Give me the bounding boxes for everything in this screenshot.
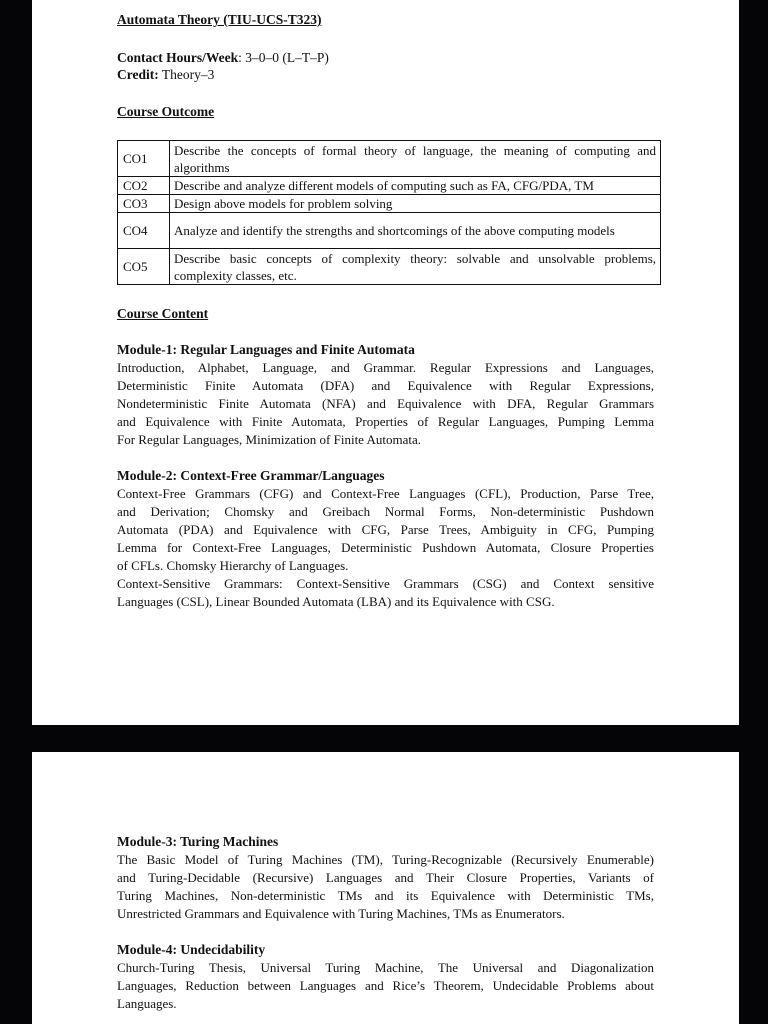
outcome-code: CO4 xyxy=(118,213,170,249)
course-outcome-heading: Course Outcome xyxy=(117,104,215,119)
module-description xyxy=(117,959,654,1013)
course-outcome-table xyxy=(117,140,661,285)
text-line: Nondeterministic Finite Automata (NFA) and Equivalence with DFA, Regular Grammars xyxy=(117,396,654,411)
table-row xyxy=(118,177,661,195)
text-line: and Derivation; Chomsky and Greibach Normal Forms, Non-deterministic Pushdown xyxy=(117,504,654,519)
text-line: Languages. xyxy=(117,996,177,1011)
text-line: For Regular Languages, Minimization of Finite Automata. xyxy=(117,432,422,447)
outcome-code: CO5 xyxy=(118,249,170,285)
module-title: Module-4: Undecidability xyxy=(117,942,266,957)
text-line: of CFLs. Chomsky Hierarchy of Languages. xyxy=(117,558,349,573)
outcome-description: Design above models for problem solving xyxy=(170,195,661,213)
text-line: Languages (CSL), Linear Bounded Automata (LBA) and its Equivalence with CSG. xyxy=(117,594,555,609)
text-line: Context-Sensitive Grammars: Context-Sensitive Grammars (CSG) and Context sensitive xyxy=(117,576,654,591)
module-title: Module-3: Turing Machines xyxy=(117,834,279,849)
contact-hours xyxy=(117,49,329,66)
text-line: and Equivalence with Finite Automata, Properties of Regular Languages, Pumping Lemma xyxy=(117,414,654,429)
table-row xyxy=(118,195,661,213)
text-line: Automata (PDA) and Equivalence with CFG, Parse Trees, Ambiguity in CFG, Pumping xyxy=(117,522,654,537)
text-line: Lemma for Context-Free Languages, Deterministic Pushdown Automata, Closure Properties xyxy=(117,540,654,555)
credit-label: Credit: xyxy=(117,67,159,82)
module-description xyxy=(117,851,654,923)
text-line: Deterministic Finite Automata (DFA) and Equivalence with Regular Expressions, xyxy=(117,378,654,393)
course-title: Automata Theory (TIU-UCS-T323) xyxy=(117,12,322,27)
text-line: Turing Machines, Non-deterministic TMs and its Equivalence with Deterministic TMs, xyxy=(117,888,654,903)
document-page-1 xyxy=(32,0,739,725)
course-content-heading: Course Content xyxy=(117,306,209,321)
table-row xyxy=(118,213,661,249)
text-line: Context-Free Grammars (CFG) and Context-Free Languages (CFL), Production, Parse Tree, xyxy=(117,486,654,501)
text-line: and Turing-Decidable (Recursive) Languages and Their Closure Properties, Variants of xyxy=(117,870,654,885)
text-line: Church-Turing Thesis, Universal Turing Machine, The Universal and Diagonalization xyxy=(117,960,654,975)
outcome-description: Analyze and identify the strengths and shortcomings of the above computing models xyxy=(170,213,661,249)
contact-hours-value: : 3–0–0 (L–T–P) xyxy=(238,50,329,65)
outcome-code: CO1 xyxy=(118,141,170,177)
module-title: Module-1: Regular Languages and Finite Automata xyxy=(117,342,415,357)
text-line: The Basic Model of Turing Machines (TM), Turing-Recognizable (Recursively Enumerable) xyxy=(117,852,654,867)
outcome-description: Describe and analyze different models of computing such as FA, CFG/PDA, TM xyxy=(170,177,661,195)
outcome-code: CO2 xyxy=(118,177,170,195)
table-row xyxy=(118,249,661,285)
text-line: Unrestricted Grammars and Equivalence with Turing Machines, TMs as Enumerators. xyxy=(117,906,565,921)
text-line: Introduction, Alphabet, Language, and Grammar. Regular Expressions and Languages, xyxy=(117,360,654,375)
module-description xyxy=(117,485,654,611)
text-line: Languages, Reduction between Languages and Rice’s Theorem, Undecidable Problems about xyxy=(117,978,654,993)
contact-hours-label: Contact Hours/Week xyxy=(117,50,239,65)
module-title: Module-2: Context-Free Grammar/Languages xyxy=(117,468,385,483)
outcome-code: CO3 xyxy=(118,195,170,213)
module-description xyxy=(117,359,654,449)
document-page-2 xyxy=(32,752,739,1024)
outcome-description: Describe the concepts of formal theory of language, the meaning of computing and algorithms xyxy=(170,141,661,177)
table-row xyxy=(118,141,661,177)
credit-value: Theory–3 xyxy=(158,67,215,82)
credit xyxy=(117,66,214,83)
outcome-description: Describe basic concepts of complexity theory: solvable and unsolvable problems, complexity classes, etc. xyxy=(170,249,661,285)
